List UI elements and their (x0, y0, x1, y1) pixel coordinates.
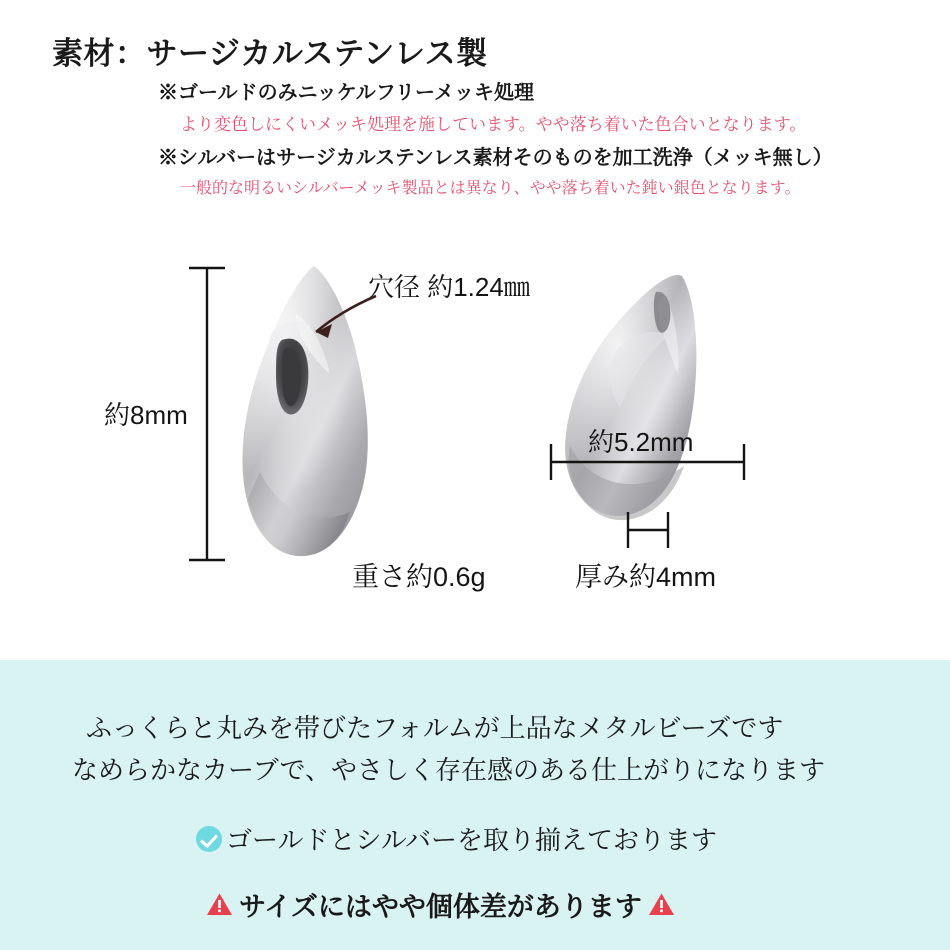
height-label: 約8mm (104, 400, 188, 430)
warning-triangle-icon (206, 892, 233, 917)
description-line-1: ふっくらと丸みを帯びたフォルムが上品なメタルビーズです (86, 713, 784, 743)
description-line-4-row (206, 885, 675, 924)
description-line-3-row (196, 820, 717, 857)
hole-diameter-label: 穴径 約1.24㎜ (368, 272, 530, 302)
page-title: 素材：サージカルステンレス製 (52, 36, 488, 71)
spec-subnote-silver: 一般的な明るいシルバーメッキ製品とは異なり、やや落ち着いた鈍い銀色となります。 (180, 180, 801, 197)
check-circle-icon (196, 826, 222, 852)
description-line-3: ゴールドとシルバーを取り揃えております (226, 825, 718, 855)
spec-subnote-gold: より変色しにくいメッキ処理を施しています。やや落ち着いた色合いとなります。 (180, 115, 807, 134)
warning-triangle-icon-2 (648, 892, 675, 917)
weight-label: 重さ約0.6g (352, 562, 486, 592)
spec-note-gold: ※ゴールドのみニッケルフリーメッキ処理 (158, 82, 534, 104)
spec-note-silver: ※シルバーはサージカルステンレス素材そのものを加工洗浄（メッキ無し） (158, 147, 833, 169)
product-dimension-diagram (0, 230, 950, 650)
description-line-2: なめらかなカーブで、やさしく存在感のある仕上がりになります (72, 755, 825, 785)
width-label: 約5.2mm (588, 427, 694, 457)
description-line-4: サイズにはやや個体差があります (239, 892, 642, 922)
hole-pointer-line (316, 296, 376, 332)
thickness-label: 厚み約4mm (575, 562, 716, 592)
description-panel (0, 660, 950, 950)
